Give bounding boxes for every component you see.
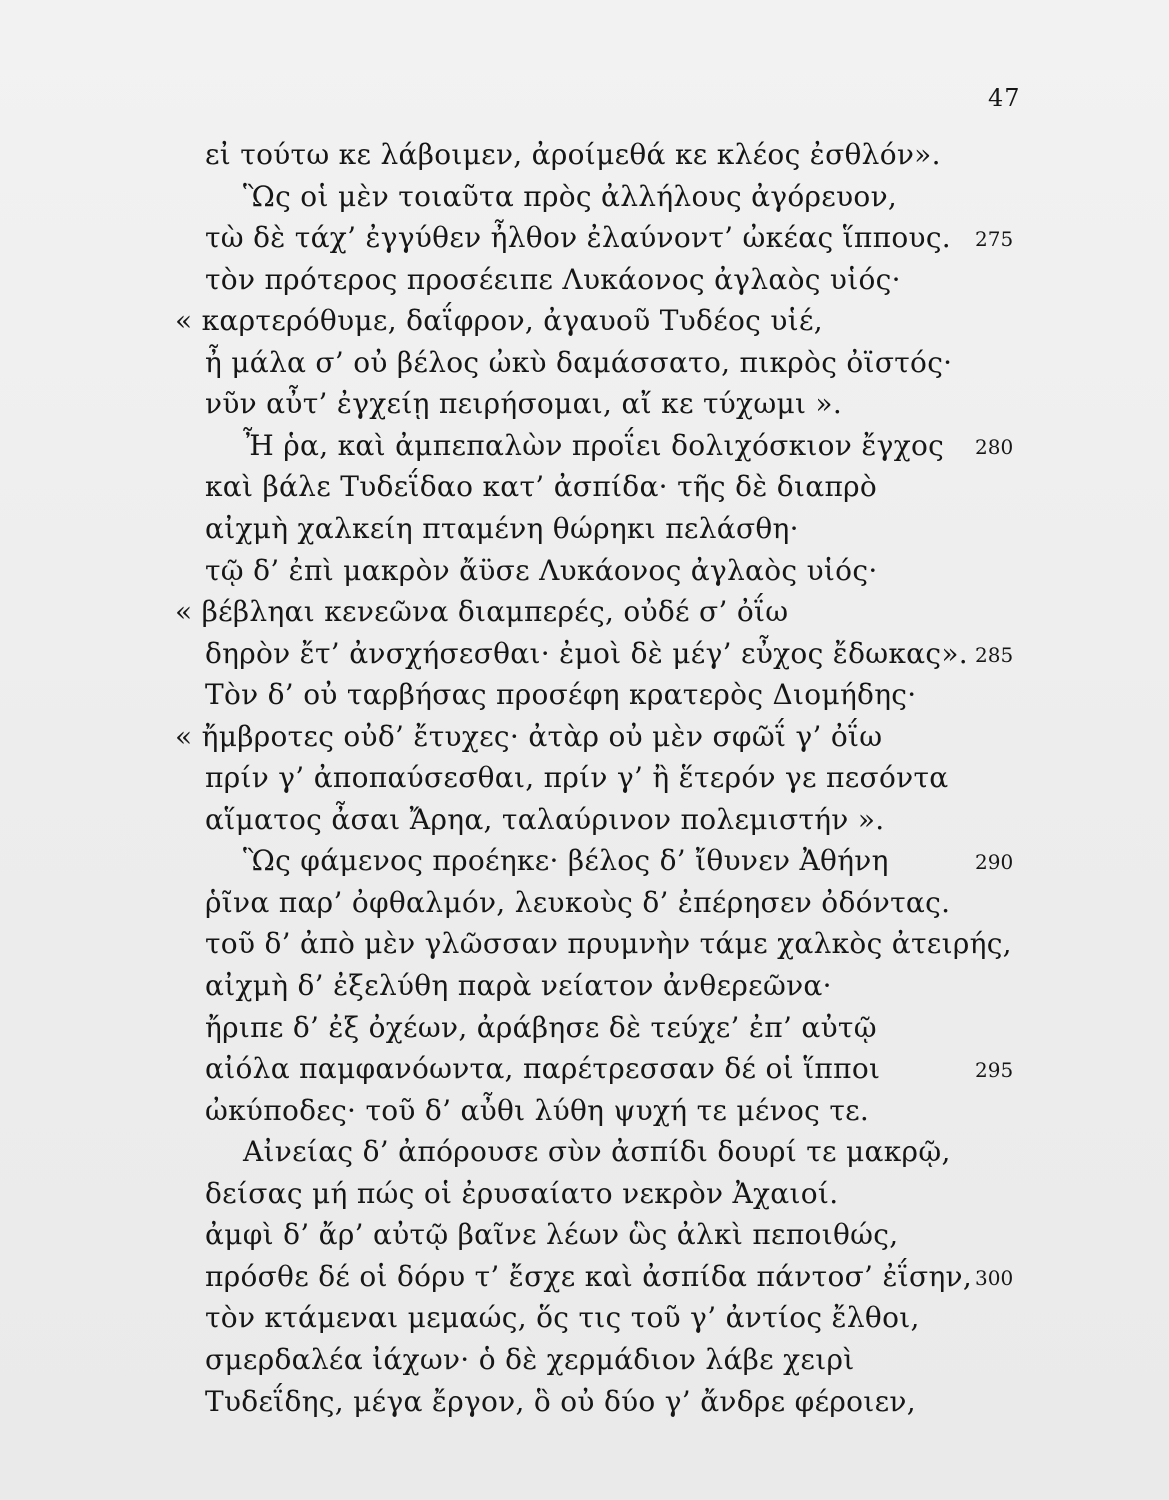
verse-line: τοῦ δ’ ἀπὸ μὲν γλῶσσαν πρυμνὴν τάμε χαλκὸς ἀτειρής, (205, 927, 1012, 961)
verse-line: τὼ δὲ τάχ’ ἐγγύθεν ἦλθον ἐλαύνοντ’ ὠκέας ἵππους. (205, 221, 951, 255)
verse-line: Τυδεΐδης, μέγα ἔργον, ὃ οὐ δύο γ’ ἄνδρε φέροιεν, (205, 1384, 916, 1418)
verse-line: τὸν πρότερος προσέειπε Λυκάονος ἀγλαὸς υἱός· (205, 262, 901, 296)
verse-line: τῷ δ’ ἐπὶ μακρὸν ἄϋσε Λυκάονος ἀγλαὸς υἱός· (205, 553, 878, 587)
line-number: 280 (975, 434, 1014, 459)
verse-line: Ὣς φάμενος προέηκε· βέλος δ’ ἴθυνεν Ἀθήνη (243, 844, 889, 878)
verse-line: Ὣς οἱ μὲν τοιαῦτα πρὸς ἀλλήλους ἀγόρευον, (243, 179, 898, 213)
verse-line: « καρτερόθυμε, δαΐφρον, ἀγαυοῦ Τυδέος υἱέ, (175, 304, 823, 338)
verse-line: ῥῖνα παρ’ ὀφθαλμόν, λευκοὺς δ’ ἐπέρησεν ὀδόντας. (205, 885, 951, 919)
verse-line: αἰχμὴ χαλκείη πταμένη θώρηκι πελάσθη· (205, 511, 799, 545)
verse-line: ἤριπε δ’ ἐξ ὀχέων, ἀράβησε δὲ τεύχε’ ἐπ’ αὐτῷ (205, 1010, 877, 1044)
verse-line: δείσας μή πώς οἱ ἐρυσαίατο νεκρὸν Ἀχαιοί. (205, 1176, 839, 1210)
line-number: 285 (975, 642, 1014, 667)
verse-line: πρόσθε δέ οἱ δόρυ τ’ ἔσχε καὶ ἀσπίδα πάντοσ’ ἐΐσην, (205, 1259, 973, 1293)
verse-line: « βέβληαι κενεῶνα διαμπερές, οὐδέ σ’ ὀΐω (175, 595, 789, 629)
verse-line: καὶ βάλε Τυδεΐδαο κατ’ ἀσπίδα· τῆς δὲ διαπρὸ (205, 470, 878, 504)
verse-line: ἦ μάλα σ’ οὐ βέλος ὠκὺ δαμάσσατο, πικρὸς ὀϊστός· (205, 345, 953, 379)
verse-line: αἰόλα παμφανόωντα, παρέτρεσσαν δέ οἱ ἵπποι (205, 1052, 881, 1086)
verse-line: αἰχμὴ δ’ ἐξελύθη παρὰ νείατον ἀνθερεῶνα· (205, 969, 832, 1002)
verse-line: εἰ τούτω κε λάβοιμεν, ἀροίμεθά κε κλέος ἐσθλόν». (205, 138, 941, 171)
page-number: 47 (988, 84, 1021, 112)
verse-line: αἵματος ἆσαι Ἄρηα, ταλαύρινον πολεμιστήν ». (205, 802, 885, 836)
verse-line: νῦν αὖτ’ ἐγχείῃ πειρήσομαι, αἴ κε τύχωμι ». (205, 387, 843, 421)
verse-line: πρίν γ’ ἀποπαύσεσθαι, πρίν γ’ ἢ ἕτερόν γε πεσόντα (205, 761, 949, 795)
line-number: 275 (975, 227, 1014, 252)
verse-line: Αἰνείας δ’ ἀπόρουσε σὺν ἀσπίδι δουρί τε μακρῷ, (243, 1135, 951, 1169)
verse-line: σμερδαλέα ἰάχων· ὁ δὲ χερμάδιον λάβε χειρὶ (205, 1342, 855, 1376)
line-number: 290 (975, 850, 1014, 875)
verse-line: δηρὸν ἔτ’ ἀνσχήσεσθαι· ἐμοὶ δὲ μέγ’ εὖχος ἔδωκας». (205, 636, 969, 670)
verse-line: ἀμφὶ δ’ ἄρ’ αὐτῷ βαῖνε λέων ὣς ἀλκὶ πεποιθώς, (205, 1218, 899, 1252)
line-number: 300 (975, 1265, 1014, 1290)
verse-line: Ἦ ῥα, καὶ ἀμπεπαλὼν προΐει δολιχόσκιον ἔγχος (243, 428, 945, 462)
line-number: 295 (975, 1058, 1014, 1083)
verse-line: « ἤμβροτες οὐδ’ ἔτυχες· ἀτὰρ οὐ μὲν σφῶΐ γ’ ὀΐω (175, 719, 883, 753)
verse-line: Τὸν δ’ οὐ ταρβήσας προσέφη κρατερὸς Διομήδης· (205, 678, 917, 712)
verse-line: ὠκύποδες· τοῦ δ’ αὖθι λύθη ψυχή τε μένος τε. (205, 1093, 870, 1127)
verse-line: τὸν κτάμεναι μεμαώς, ὅς τις τοῦ γ’ ἀντίος ἔλθοι, (205, 1301, 920, 1335)
